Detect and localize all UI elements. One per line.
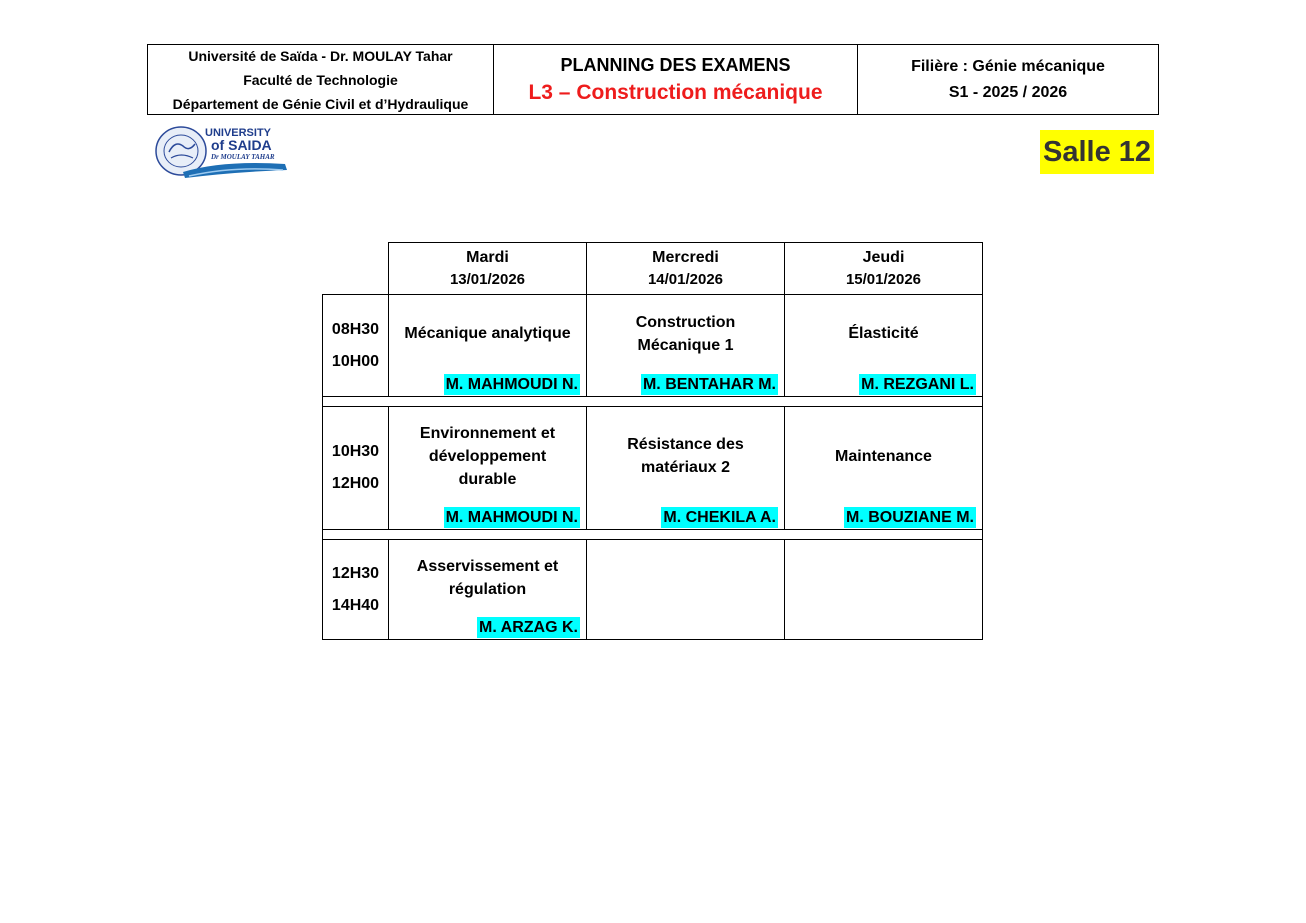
slot-end: 10H00 bbox=[331, 352, 380, 370]
faculty-name: Faculté de Technologie bbox=[243, 71, 398, 88]
exam-teacher: M. BENTAHAR M. bbox=[642, 376, 776, 393]
room-label: Salle 12 bbox=[1040, 130, 1154, 174]
university-logo bbox=[153, 122, 289, 180]
day-name: Jeudi bbox=[862, 248, 905, 266]
exam-cell bbox=[388, 406, 587, 530]
day-header-wednesday bbox=[586, 242, 785, 295]
exam-subject: Élasticité bbox=[848, 325, 919, 342]
exam-subject: Asservissement et régulation bbox=[416, 557, 559, 598]
time-slot-3 bbox=[322, 539, 389, 640]
exam-teacher: M. REZGANI L. bbox=[861, 376, 974, 393]
day-header-thursday bbox=[784, 242, 983, 295]
day-date: 14/01/2026 bbox=[647, 270, 724, 288]
time-slot-1 bbox=[322, 294, 389, 397]
exam-cell-empty bbox=[784, 539, 983, 640]
logo-line1: UNIVERSITY bbox=[205, 127, 272, 139]
institution-block bbox=[148, 45, 494, 114]
day-name: Mercredi bbox=[652, 248, 719, 266]
logo-line3: Dr MOULAY TAHAR bbox=[211, 153, 275, 161]
slot-start: 10H30 bbox=[331, 443, 380, 460]
exam-cell bbox=[784, 294, 983, 397]
exam-cell bbox=[586, 294, 785, 397]
program-block bbox=[858, 45, 1158, 114]
exam-subject: Construction Mécanique 1 bbox=[635, 313, 736, 354]
document-header bbox=[147, 44, 1159, 115]
exam-cell bbox=[784, 406, 983, 530]
exam-teacher: M. BOUZIANE M. bbox=[846, 509, 974, 526]
exam-cell bbox=[388, 294, 587, 397]
day-date: 15/01/2026 bbox=[845, 270, 922, 288]
exam-teacher: M. MAHMOUDI N. bbox=[445, 509, 578, 526]
exam-subject: Maintenance bbox=[835, 447, 932, 465]
day-header-tuesday bbox=[388, 242, 587, 295]
slot-end: 12H00 bbox=[331, 475, 380, 492]
page-subtitle: L3 – Construction mécanique bbox=[528, 80, 823, 104]
exam-teacher: M. MAHMOUDI N. bbox=[445, 376, 578, 393]
day-name: Mardi bbox=[466, 248, 509, 266]
slot-end: 14H40 bbox=[331, 596, 380, 614]
exam-cell-empty bbox=[586, 539, 785, 640]
day-date: 13/01/2026 bbox=[449, 270, 526, 288]
time-slot-2 bbox=[322, 406, 389, 530]
title-block bbox=[494, 45, 858, 114]
department-name: Département de Génie Civil et d’Hydraulique bbox=[172, 95, 469, 112]
exam-subject: Mécanique analytique bbox=[404, 325, 571, 342]
exam-teacher: M. ARZAG K. bbox=[479, 619, 578, 636]
exam-cell bbox=[586, 406, 785, 530]
filiere-label: Filière : Génie mécanique bbox=[911, 57, 1105, 75]
semester-label: S1 - 2025 / 2026 bbox=[948, 83, 1068, 101]
logo-line2: of SAIDA bbox=[211, 137, 272, 153]
exam-teacher: M. CHEKILA A. bbox=[663, 509, 776, 526]
exam-subject: Environnement et développement durable bbox=[419, 424, 556, 488]
slot-start: 12H30 bbox=[331, 564, 380, 582]
slot-start: 08H30 bbox=[331, 320, 380, 338]
page-title: PLANNING DES EXAMENS bbox=[560, 54, 791, 75]
university-name: Université de Saïda - Dr. MOULAY Tahar bbox=[188, 47, 453, 64]
exam-cell bbox=[388, 539, 587, 640]
exam-subject: Résistance des matériaux 2 bbox=[627, 436, 744, 476]
